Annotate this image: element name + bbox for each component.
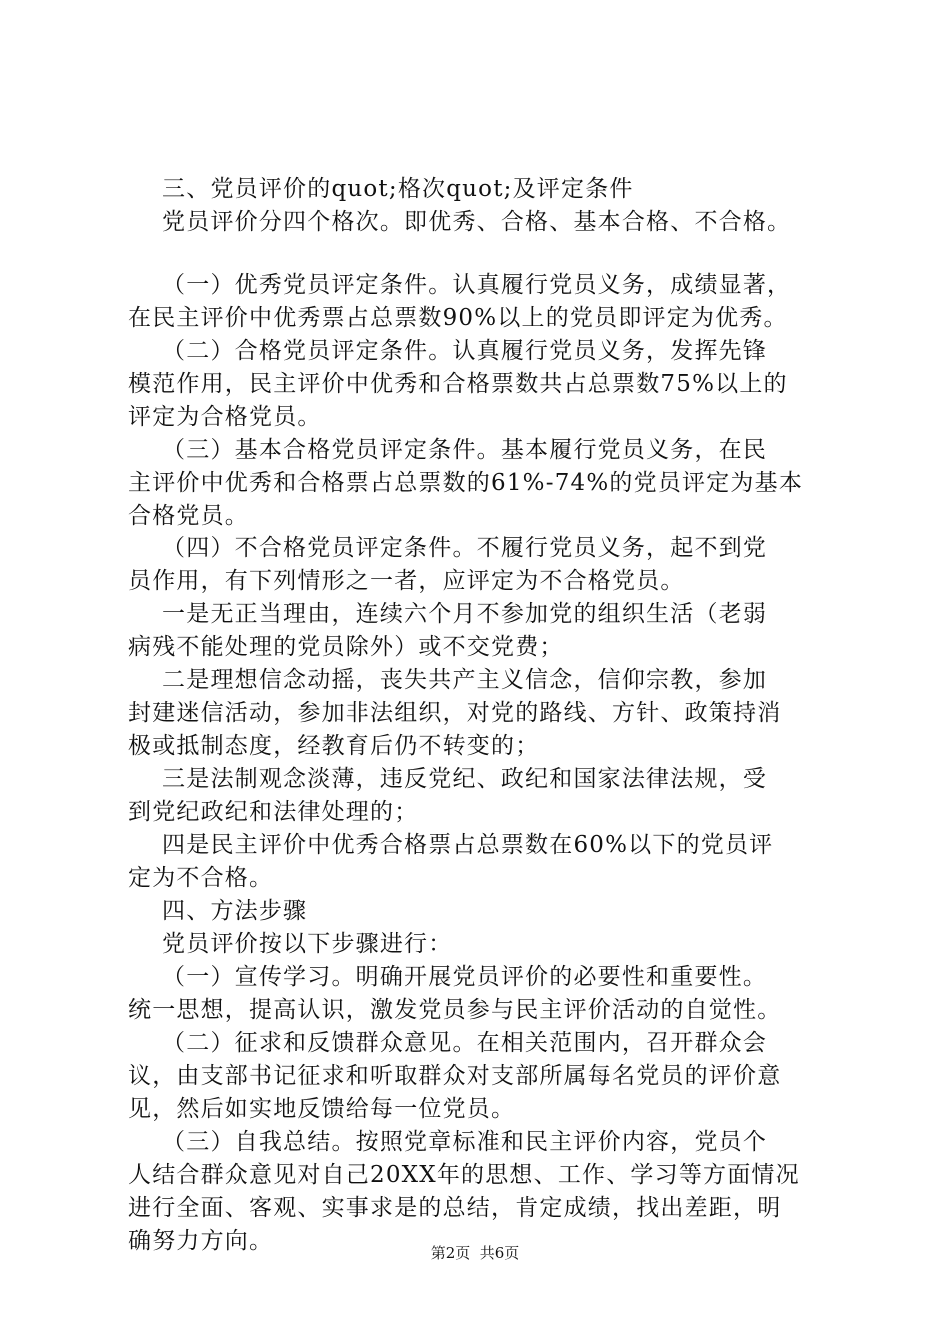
text-line: （一）宣传学习。明确开展党员评价的必要性和重要性。 xyxy=(128,964,768,990)
text-line: 党员评价分四个格次。即优秀、合格、基本合格、不合格。 xyxy=(128,209,792,235)
text-line: 二是理想信念动摇，丧失共产主义信念，信仰宗教，参加 xyxy=(128,667,768,693)
text-line: 到党纪政纪和法律处理的； xyxy=(128,799,419,825)
text-line: 封建迷信活动，参加非法组织，对党的路线、方针、政策持消 xyxy=(128,700,782,726)
text-line: （三）基本合格党员评定条件。基本履行党员义务，在民 xyxy=(128,437,768,463)
text-line: 三是法制观念淡薄，违反党纪、政纪和国家法律法规，受 xyxy=(128,766,768,792)
text-line: （二）征求和反馈群众意见。在相关范围内，召开群众会 xyxy=(128,1030,768,1056)
text-line: 党员评价按以下步骤进行： xyxy=(128,931,453,957)
text-line: 病残不能处理的党员除外）或不交党费； xyxy=(128,634,564,660)
text-line: 模范作用，民主评价中优秀和合格票数共占总票数75%以上的 xyxy=(128,371,788,397)
text-line: 统一思想，提高认识，激发党员参与民主评价活动的自觉性。 xyxy=(128,997,782,1023)
text-line: 合格党员。 xyxy=(128,503,249,529)
text-line: （二）合格党员评定条件。认真履行党员义务，发挥先锋 xyxy=(128,338,768,364)
text-line: 三、党员评价的quot;格次quot;及评定条件 xyxy=(128,176,634,202)
text-line: 四是民主评价中优秀合格票占总票数在60%以下的党员评 xyxy=(128,832,774,858)
text-line: 评定为合格党员。 xyxy=(128,404,322,430)
text-line: 在民主评价中优秀票占总票数90%以上的党员即评定为优秀。 xyxy=(128,305,788,331)
text-line: 确努力方向。 xyxy=(128,1228,274,1254)
text-line: 人结合群众意见对自己20XX年的思想、工作、学习等方面情况 xyxy=(128,1162,800,1188)
text-line: （三）自我总结。按照党章标准和民主评价内容，党员个 xyxy=(128,1129,768,1155)
text-line: （四）不合格党员评定条件。不履行党员义务，起不到党 xyxy=(128,535,768,561)
text-line: 议，由支部书记征求和听取群众对支部所属每名党员的评价意 xyxy=(128,1063,782,1089)
page-footer: 第2页 共6页 xyxy=(430,1244,520,1262)
text-line: （一）优秀党员评定条件。认真履行党员义务，成绩显著， xyxy=(128,272,792,298)
text-line: 员作用，有下列情形之一者，应评定为不合格党员。 xyxy=(128,568,685,594)
text-line: 极或抵制态度，经教育后仍不转变的； xyxy=(128,733,540,759)
text-line: 定为不合格。 xyxy=(128,865,274,891)
text-line: 进行全面、客观、实事求是的总结，肯定成绩，找出差距，明 xyxy=(128,1195,782,1221)
text-line: 四、方法步骤 xyxy=(128,898,308,924)
text-line: 一是无正当理由，连续六个月不参加党的组织生活（老弱 xyxy=(128,601,768,627)
text-line: 见，然后如实地反馈给每一位党员。 xyxy=(128,1096,516,1122)
text-line: 主评价中优秀和合格票占总票数的61%-74%的党员评定为基本 xyxy=(128,470,804,496)
